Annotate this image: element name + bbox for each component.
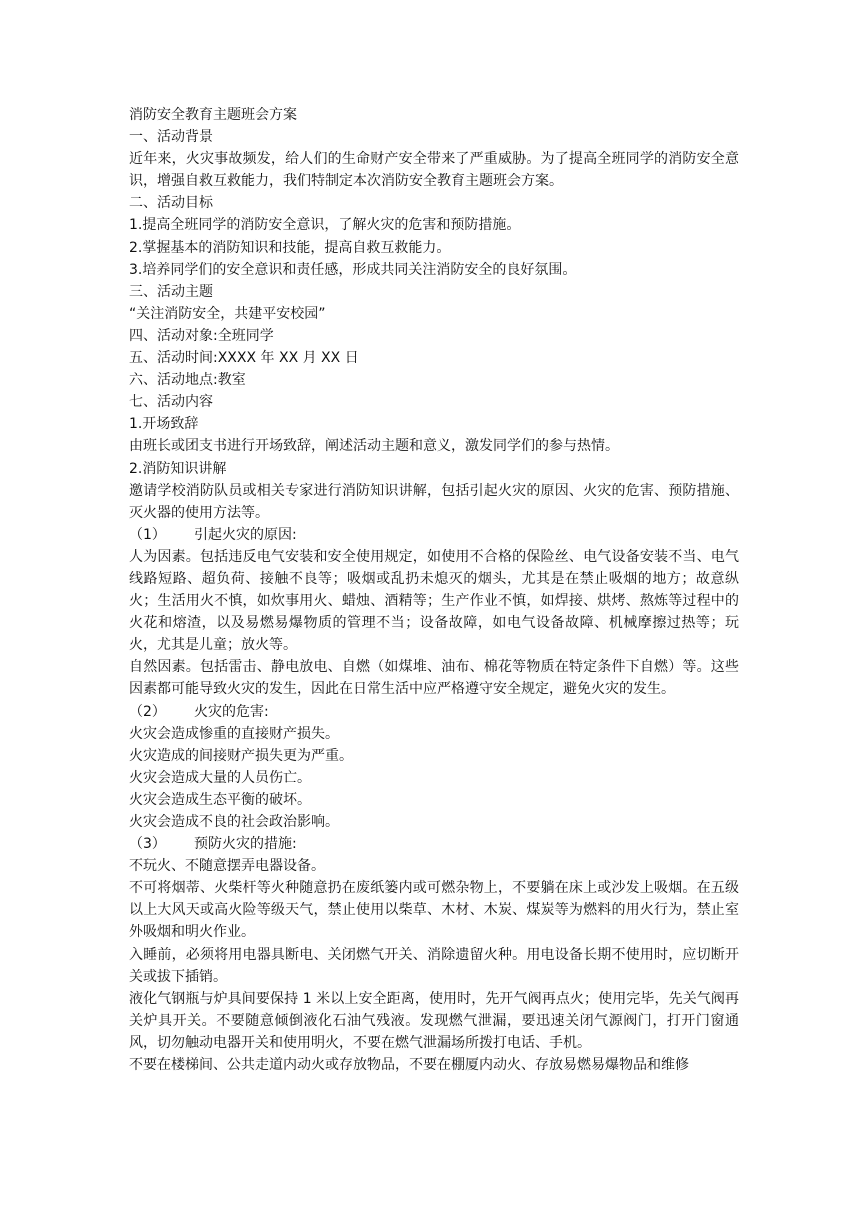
hazard-item: 火灾会造成大量的人员伤亡。 xyxy=(129,769,311,786)
background-paragraph: 近年来，火灾事故频发，给人们的生命财产安全带来了严重威胁。为了提高全班同学的消防安全意识，增强自救互救能力，我们特制定本次消防安全教育主题班会方案。 xyxy=(129,151,739,190)
hazard-item: 火灾会造成生态平衡的破坏。 xyxy=(129,791,311,808)
opening-paragraph: 由班长或团支书进行开场致辞，阐述活动主题和意义，激发同学们的参与热情。 xyxy=(129,438,619,455)
subsection-label: 火灾的危害: xyxy=(194,703,269,720)
causes-human-paragraph: 人为因素。包括违反电气安装和安全使用规定，如使用不合格的保险丝、电气设备安装不当、电气线路短路、超负荷、接触不良等；吸烟或乱扔未熄灭的烟头，尤其是在禁止吸烟的地方；故意纵火；生活用火不慎，如炊事用火、蜡烛、酒精等；生产作业不慎，如焊接、烘烤、熬炼等过程中的火花和熔渣，以及易燃易爆物质的管理不当；设备故障，如电气设备故障、机械摩擦过热等；玩火，尤其是儿童；放火等。 xyxy=(129,548,739,654)
section-heading-theme: 三、活动主题 xyxy=(129,283,213,300)
section-time: 五、活动时间:XXXX 年 XX 月 XX 日 xyxy=(129,350,359,367)
hazard-item: 火灾会造成惨重的直接财产损失。 xyxy=(129,725,339,742)
section-location: 六、活动地点:教室 xyxy=(129,372,246,389)
section-heading-goals: 二、活动目标 xyxy=(129,195,213,212)
goal-item-3: 3.培养同学们的安全意识和责任感，形成共同关注消防安全的良好氛围。 xyxy=(129,261,577,278)
subsection-label: 引起火灾的原因: xyxy=(194,526,297,543)
hazard-item: 火灾会造成不良的社会政治影响。 xyxy=(129,814,339,830)
document-title: 消防安全教育主题班会方案 xyxy=(129,107,297,123)
subsection-hazards xyxy=(129,701,739,723)
subsection-number: （1） xyxy=(129,526,166,543)
section-heading-content: 七、活动内容 xyxy=(129,394,213,411)
prevention-item: 不玩火、不随意摆弄电器设备。 xyxy=(129,858,325,875)
hazard-item: 火灾造成的间接财产损失更为严重。 xyxy=(129,747,353,764)
content-heading-opening: 1.开场致辞 xyxy=(129,416,199,433)
subsection-number: （2） xyxy=(129,703,166,720)
goal-item-1: 1.提高全班同学的消防安全意识，了解火灾的危害和预防措施。 xyxy=(129,217,521,234)
section-heading-background: 一、活动背景 xyxy=(129,129,213,146)
goal-item-2: 2.掌握基本的消防知识和技能，提高自救互救能力。 xyxy=(129,239,451,256)
knowledge-paragraph: 邀请学校消防队员或相关专家进行消防知识讲解，包括引起火灾的原因、火灾的危害、预防措施、灭火器的使用方法等。 xyxy=(129,482,739,521)
section-participants: 四、活动对象:全班同学 xyxy=(129,327,274,344)
subsection-number: （3） xyxy=(129,836,166,853)
prevention-item: 不可将烟蒂、火柴杆等火种随意扔在废纸篓内或可燃杂物上，不要躺在床上或沙发上吸烟。在五级以上大风天或高火险等级天气，禁止使用以柴草、木材、木炭、煤炭等为燃料的用火行为，禁止室外吸烟和明火作业。 xyxy=(129,880,739,941)
prevention-item: 液化气钢瓶与炉具间要保持 1 米以上安全距离，使用时，先开气阀再点火；使用完毕，先关气阀再关炉具开关。不要随意倾倒液化石油气残液。发现燃气泄漏，要迅速关闭气源阀门，打开门窗通风，切勿触动电器开关和使用明火，不要在燃气泄漏场所拨打电话、手机。 xyxy=(129,990,739,1051)
causes-natural-paragraph: 自然因素。包括雷击、静电放电、自燃（如煤堆、油布、棉花等物质在特定条件下自燃）等。这些因素都可能导致火灾的发生，因此在日常生活中应严格遵守安全规定，避免火灾的发生。 xyxy=(129,659,739,698)
content-heading-knowledge: 2.消防知识讲解 xyxy=(129,460,227,477)
subsection-label: 预防火灾的措施: xyxy=(194,836,297,853)
subsection-prevention xyxy=(129,833,739,855)
subsection-causes xyxy=(129,524,739,546)
document-page xyxy=(129,104,739,1076)
prevention-item: 入睡前，必须将用电器具断电、关闭燃气开关、消除遗留火种。用电设备长期不使用时，应切断开关或拔下插销。 xyxy=(129,946,739,985)
prevention-item: 不要在楼梯间、公共走道内动火或存放物品，不要在棚厦内动火、存放易燃易爆物品和维修 xyxy=(129,1057,689,1074)
theme-slogan: “关注消防安全，共建平安校园” xyxy=(129,305,326,322)
